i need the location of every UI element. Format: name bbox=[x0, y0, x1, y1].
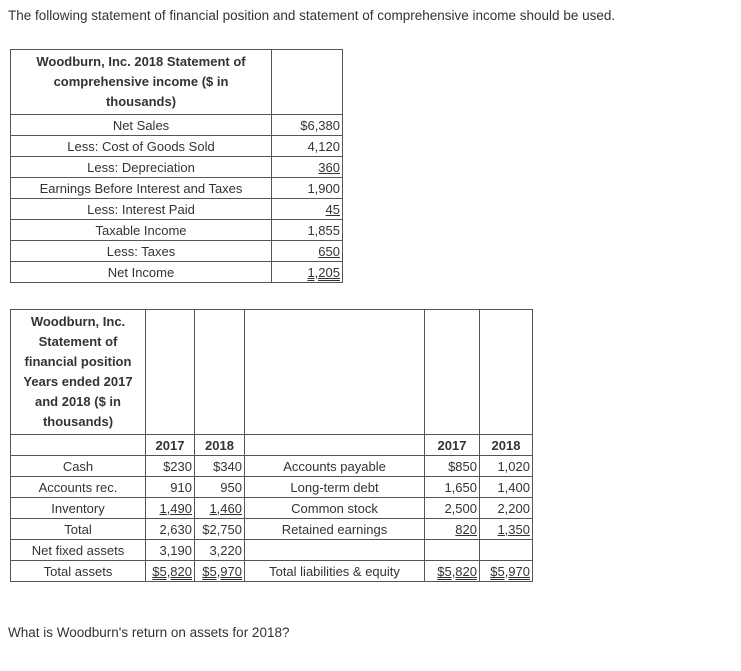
asset-label: Cash bbox=[11, 456, 146, 477]
balance-sheet-table bbox=[10, 309, 533, 582]
table-row bbox=[11, 519, 533, 540]
liability-value: $5,970 bbox=[480, 561, 533, 582]
asset-value: 950 bbox=[195, 477, 245, 498]
liability-value: 1,020 bbox=[480, 456, 533, 477]
table-row bbox=[11, 435, 533, 456]
income-statement-title: Woodburn, Inc. 2018 Statement of comprehensive income ($ in thousands) bbox=[11, 50, 272, 115]
year-header: 2017 bbox=[146, 435, 195, 456]
asset-label: Inventory bbox=[11, 498, 146, 519]
liability-label: Total liabilities & equity bbox=[245, 561, 425, 582]
liability-label: Common stock bbox=[245, 498, 425, 519]
table-row bbox=[11, 456, 533, 477]
row-value: 650 bbox=[272, 241, 343, 262]
liability-value: 1,650 bbox=[425, 477, 480, 498]
row-label: Net Sales bbox=[11, 115, 272, 136]
table-row bbox=[11, 178, 343, 199]
row-label: Net Income bbox=[11, 262, 272, 283]
asset-value: $340 bbox=[195, 456, 245, 477]
year-header: 2018 bbox=[480, 435, 533, 456]
row-value: 1,205 bbox=[272, 262, 343, 283]
liability-value: 1,350 bbox=[480, 519, 533, 540]
balance-sheet-title: Woodburn, Inc. Statement of financial position Years ended 2017 and 2018 ($ in thousands) bbox=[11, 310, 146, 435]
asset-label: Total bbox=[11, 519, 146, 540]
row-value: 1,900 bbox=[272, 178, 343, 199]
row-label: Less: Taxes bbox=[11, 241, 272, 262]
table-row bbox=[11, 115, 343, 136]
question-text: What is Woodburn's return on assets for 2018? bbox=[8, 625, 290, 640]
table-row bbox=[11, 220, 343, 241]
asset-value: 3,190 bbox=[146, 540, 195, 561]
row-label: Earnings Before Interest and Taxes bbox=[11, 178, 272, 199]
asset-label: Net fixed assets bbox=[11, 540, 146, 561]
row-label: Less: Interest Paid bbox=[11, 199, 272, 220]
row-label: Taxable Income bbox=[11, 220, 272, 241]
liability-value: 1,400 bbox=[480, 477, 533, 498]
table-row bbox=[11, 262, 343, 283]
table-row bbox=[11, 136, 343, 157]
liability-label: Retained earnings bbox=[245, 519, 425, 540]
table-row bbox=[11, 477, 533, 498]
row-value: $6,380 bbox=[272, 115, 343, 136]
row-label: Less: Cost of Goods Sold bbox=[11, 136, 272, 157]
asset-value: 1,460 bbox=[195, 498, 245, 519]
income-statement-table bbox=[10, 49, 343, 283]
liability-value: $850 bbox=[425, 456, 480, 477]
asset-value: $230 bbox=[146, 456, 195, 477]
liability-value: $5,820 bbox=[425, 561, 480, 582]
row-value: 45 bbox=[272, 199, 343, 220]
year-header: 2017 bbox=[425, 435, 480, 456]
asset-label: Accounts rec. bbox=[11, 477, 146, 498]
asset-value: 910 bbox=[146, 477, 195, 498]
table-row bbox=[11, 199, 343, 220]
row-value: 360 bbox=[272, 157, 343, 178]
asset-value: 1,490 bbox=[146, 498, 195, 519]
asset-value: $2,750 bbox=[195, 519, 245, 540]
liability-value: 2,500 bbox=[425, 498, 480, 519]
liability-label: Long-term debt bbox=[245, 477, 425, 498]
intro-text: The following statement of financial position and statement of comprehensive income should be used. bbox=[8, 8, 616, 23]
year-header: 2018 bbox=[195, 435, 245, 456]
asset-value: $5,970 bbox=[195, 561, 245, 582]
table-row bbox=[11, 310, 533, 435]
liability-value: 2,200 bbox=[480, 498, 533, 519]
table-row bbox=[11, 50, 343, 115]
table-row bbox=[11, 540, 533, 561]
table-row bbox=[11, 498, 533, 519]
row-value: 1,855 bbox=[272, 220, 343, 241]
liability-value: 820 bbox=[425, 519, 480, 540]
asset-label: Total assets bbox=[11, 561, 146, 582]
asset-value: 3,220 bbox=[195, 540, 245, 561]
asset-value: 2,630 bbox=[146, 519, 195, 540]
table-row bbox=[11, 561, 533, 582]
asset-value: $5,820 bbox=[146, 561, 195, 582]
row-value: 4,120 bbox=[272, 136, 343, 157]
row-label: Less: Depreciation bbox=[11, 157, 272, 178]
table-row bbox=[11, 241, 343, 262]
table-row bbox=[11, 157, 343, 178]
liability-label: Accounts payable bbox=[245, 456, 425, 477]
